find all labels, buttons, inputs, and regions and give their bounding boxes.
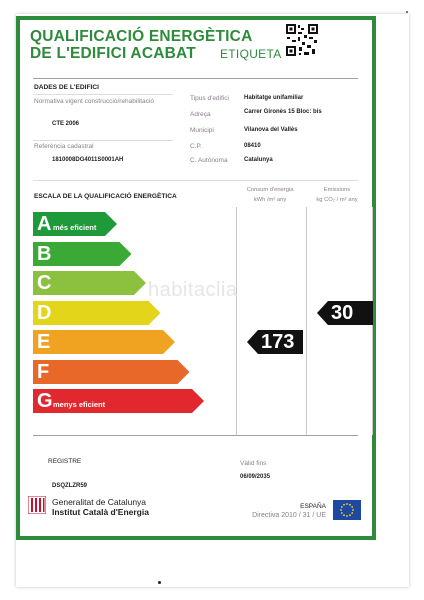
adreca-value: Carrer Gironès 15 Bloc: bis (244, 109, 322, 115)
consum-header-1: Consum d'energia (246, 187, 294, 193)
rating-letter: E (37, 331, 51, 353)
normativa-value: CTE 2006 (52, 121, 80, 127)
rating-letter: G (37, 390, 53, 412)
rating-bar-d (33, 301, 161, 325)
emissions-value: 30 (331, 301, 354, 324)
rating-bar-g (33, 389, 204, 413)
rating-letter: F (37, 360, 50, 383)
column-divider-mid (306, 207, 307, 435)
rating-bar-e (33, 330, 175, 354)
directive-label: Directiva 2010 / 31 / UE (252, 512, 326, 519)
qr-code-icon (285, 23, 319, 57)
normativa-label: Normativa vigent construcció/rehabilitació (34, 98, 154, 105)
rating-letter: C (37, 272, 52, 294)
data-bottom-divider (33, 180, 358, 181)
data-section-title: DADES DE L'EDIFICI (34, 84, 99, 91)
generalitat-name: Generalitat de Catalunya (52, 497, 147, 507)
ca-value: Catalunya (244, 157, 273, 163)
rating-letter: D (37, 301, 52, 324)
tipus-value: Habitatge unifamiliar (244, 95, 304, 101)
consum-value: 173 (261, 331, 295, 353)
emissions-header-2: kg CO₂ / m² any (316, 197, 358, 203)
referencia-value: 1810008DG4011S0001AH (52, 157, 124, 163)
rating-letter: A (37, 213, 52, 235)
referencia-label: Referència cadastral (34, 143, 94, 150)
header-divider (33, 78, 358, 79)
rating-description: més eficient (53, 223, 97, 232)
scale-bottom-divider (33, 435, 358, 436)
data-divider-left (33, 94, 173, 95)
tipus-label: Tipus d'edifici (190, 95, 229, 102)
column-divider-left (236, 207, 237, 435)
scale-title: ESCALA DE LA QUALIFICACIÓ ENERGÈTICA (34, 193, 177, 200)
country-label: ESPAÑA (300, 503, 326, 510)
data-divider-left-2 (33, 140, 173, 141)
generalitat-logo-icon (28, 496, 46, 514)
registre-value: DSQZLZR59 (52, 483, 88, 489)
municipi-value: Vilanova del Vallès (244, 127, 298, 133)
emissions-header-1: Emissions (323, 187, 351, 193)
valid-label: Vàlid fins (240, 460, 267, 467)
rating-letter: B (37, 242, 52, 265)
rating-description: menys eficient (53, 400, 106, 409)
registre-label: REGISTRE (48, 458, 82, 465)
emissions-marker (317, 301, 373, 325)
cp-value: 08410 (244, 143, 261, 149)
page-speck (158, 581, 161, 584)
rating-bar-a (33, 212, 117, 236)
title-line-2: DE L'EDIFICI ACABAT (30, 45, 196, 62)
label-tag: ETIQUETA (220, 47, 282, 61)
municipi-label: Municipi (190, 127, 214, 134)
adreca-label: Adreça (190, 111, 211, 118)
consum-header-2: kWh /m² any (253, 197, 287, 203)
cp-label: C.P. (190, 143, 202, 150)
rating-bar-f (33, 360, 190, 384)
title-line-1: QUALIFICACIÓ ENERGÈTICA (30, 28, 253, 45)
ca-label: C. Autònoma (190, 157, 228, 164)
corner-speck (406, 11, 408, 13)
institut-name: Institut Català d'Energia (52, 507, 149, 517)
valid-value: 06/09/2035 (240, 474, 271, 480)
watermark: habitaclia (148, 279, 238, 301)
consum-marker (247, 330, 303, 354)
rating-bar-c (33, 271, 146, 295)
eu-flag-icon (333, 500, 361, 520)
rating-bar-b (33, 242, 132, 266)
